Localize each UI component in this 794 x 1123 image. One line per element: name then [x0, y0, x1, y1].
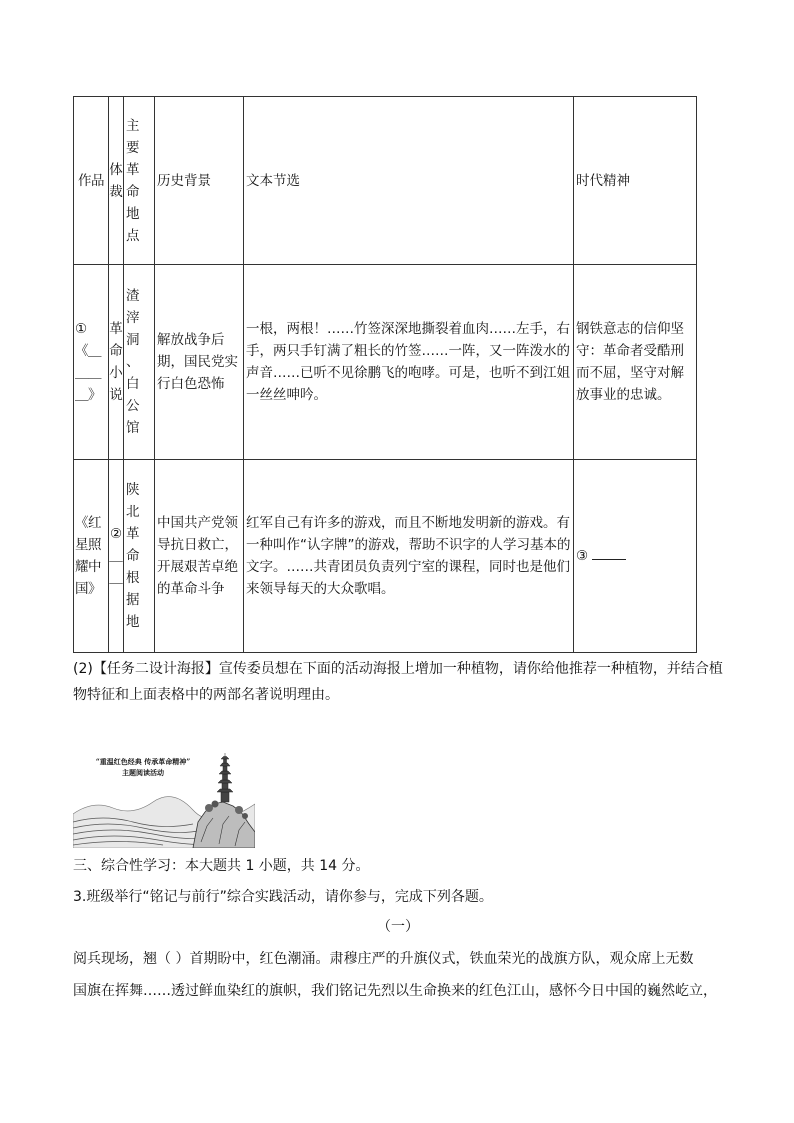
row2-excerpt: 红军自己有许多的游戏，而且不断地发明新的游戏。有一种叫作“认字牌”的游戏，帮助不识字的人学习基本的文字。……共青团员负责列宁室的课程，同时也是他们来领导每天的大众歌唱。 — [244, 460, 574, 653]
row1-genre: 革命小说 — [109, 265, 124, 460]
activity-poster — [73, 752, 255, 848]
poster-title-line1: “重温红色经典 传承革命精神” — [95, 757, 191, 766]
passage-line1: 阅兵现场，翘（ ）首期盼中，红色潮涌。肃穆庄严的升旗仪式，铁血荣光的战旗方队，观众席上无数 — [73, 951, 694, 967]
header-genre: 体裁 — [109, 97, 124, 265]
question3: 3.班级举行“铭记与前行”综合实践活动，请你参与，完成下列各题。 — [73, 889, 493, 905]
row1-location: 渣滓洞、白公馆 — [124, 265, 155, 460]
row2-work: 《红星照耀中国》 — [74, 460, 109, 653]
row2-genre: ②＿＿ — [109, 460, 124, 653]
part1-heading: （一） — [377, 919, 419, 935]
header-location: 主要革命地点 — [124, 97, 155, 265]
header-work: 作品 — [74, 97, 109, 265]
row2-location: 陕北革命根据地 — [124, 460, 155, 653]
answer-blank — [592, 547, 626, 560]
row2-spirit-cell — [574, 460, 697, 653]
poster-title — [73, 756, 213, 778]
header-background: 历史背景 — [155, 97, 244, 265]
row2-background: 中国共产党领导抗日救亡，开展艰苦卓绝的革命斗争 — [155, 460, 244, 653]
passage-line2: 国旗在挥舞……透过鲜血染红的旗帜，我们铭记先烈以生命换来的红色江山，感怀今日中国的巍然屹立， — [73, 983, 717, 999]
header-excerpt: 文本节选 — [244, 97, 574, 265]
row1-spirit: 钢铁意志的信仰坚守：革命者受酷刑而不屈，坚守对解放事业的忠诚。 — [574, 265, 697, 460]
section3-heading: 三、综合性学习：本大题共 1 小题，共 14 分。 — [73, 858, 370, 874]
poster-title-line2: 主题阅读活动 — [122, 768, 164, 777]
row2-spirit: ③ — [576, 548, 589, 564]
header-spirit: 时代精神 — [574, 97, 697, 265]
row1-excerpt: 一根，两根！……竹签深深地撕裂着血肉……左手，右手，两只手钉满了粗长的竹签……一阵，又一阵泼水的声音……已听不见徐鹏飞的咆哮。可是，也听不到江姐一丝丝呻吟。 — [244, 265, 574, 460]
row1-work: ①《＿＿＿＿》 — [74, 265, 109, 460]
reading-table — [73, 96, 697, 653]
table-row — [74, 460, 697, 653]
table-header-row — [74, 97, 697, 265]
row1-background: 解放战争后期，国民党实行白色恐怖 — [155, 265, 244, 460]
task2-prompt: (2)【任务二设计海报】宣传委员想在下面的活动海报上增加一种植物，请你给他推荐一种植物，并结合植物特征和上面表格中的两部名著说明理由。 — [73, 661, 723, 703]
table-row — [74, 265, 697, 460]
